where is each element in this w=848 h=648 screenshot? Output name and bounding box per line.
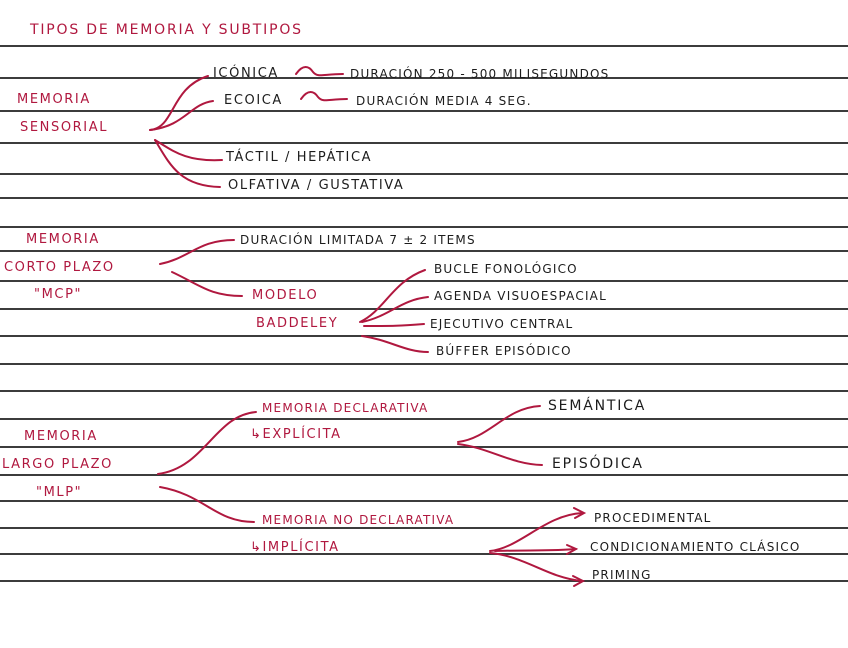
explicita-text: EXPLÍCITA xyxy=(262,427,342,442)
connector-mlp-no-declarativa xyxy=(160,487,254,522)
connector-explicita-episodica xyxy=(458,444,542,465)
connector-implicita-priming xyxy=(490,553,582,581)
procedimental-label: PROCEDIMENTAL xyxy=(594,511,712,525)
mcp-label-line1: MEMORIA xyxy=(26,232,100,247)
semantica-label: SEMÁNTICA xyxy=(548,398,647,414)
implicita-text: IMPLÍCITA xyxy=(262,540,340,555)
implicita-label xyxy=(250,540,340,556)
mcp-duration: DURACIÓN LIMITADA 7 ± 2 ITEMS xyxy=(240,233,476,247)
page-title: TIPOS DE MEMORIA Y SUBTIPOS xyxy=(30,22,303,38)
connector-baddeley-buffer xyxy=(362,336,428,352)
ejecutivo-central: EJECUTIVO CENTRAL xyxy=(430,317,574,331)
explicita-label xyxy=(250,427,342,443)
connector-mcp-modelo xyxy=(172,272,242,296)
mlp-label-line3: "MLP" xyxy=(36,485,83,500)
wavy-arrow-iconica xyxy=(296,67,343,75)
agenda-visuoespacial: AGENDA VISUOESPACIAL xyxy=(434,289,607,303)
connector-baddeley-bucle xyxy=(360,270,425,322)
ecoica-duration: DURACIÓN MEDIA 4 SEG. xyxy=(356,94,532,108)
mlp-label-line2: LARGO PLAZO xyxy=(2,457,113,472)
episodica-label: EPISÓDICA xyxy=(552,456,644,472)
iconica-duration: DURACIÓN 250 - 500 MILISEGUNDOS xyxy=(350,67,610,81)
no-declarativa-label: MEMORIA NO DECLARATIVA xyxy=(262,513,455,527)
baddeley-label: BADDELEY xyxy=(256,316,339,331)
connector-implicita-condicionamiento xyxy=(495,549,576,551)
sensorial-label-line2: SENSORIAL xyxy=(20,120,109,135)
connector-explicita-semantica xyxy=(458,406,540,442)
ecoica-label: ECOICA xyxy=(224,93,283,108)
hook-arrow-icon: ↳ xyxy=(250,540,263,555)
condicionamiento-label: CONDICIONAMIENTO CLÁSICO xyxy=(590,540,801,554)
olfativa-label: OLFATIVA / GUSTATIVA xyxy=(228,178,405,193)
mcp-label-line2: CORTO PLAZO xyxy=(4,260,115,275)
connector-mlp-declarativa xyxy=(158,412,256,474)
priming-label: PRIMING xyxy=(592,568,652,582)
mlp-label-line1: MEMORIA xyxy=(24,429,98,444)
modelo-label: MODELO xyxy=(252,288,319,303)
wavy-arrow-ecoica xyxy=(301,92,347,100)
tactil-label: TÁCTIL / HEPÁTICA xyxy=(226,150,373,165)
connector-baddeley-ejecutivo xyxy=(364,324,424,326)
buffer-episodico: BÚFFER EPISÓDICO xyxy=(436,344,572,358)
connector-mcp-duracion xyxy=(160,240,234,264)
bucle-fonologico: BUCLE FONOLÓGICO xyxy=(434,262,578,276)
connector-sensorial-iconica xyxy=(150,76,208,130)
iconica-label: ICÓNICA xyxy=(213,66,279,81)
sensorial-label-line1: MEMORIA xyxy=(17,92,91,107)
mcp-label-line3: "MCP" xyxy=(34,287,83,302)
connector-baddeley-agenda xyxy=(362,297,428,322)
declarativa-label: MEMORIA DECLARATIVA xyxy=(262,401,429,415)
hook-arrow-icon: ↳ xyxy=(250,427,263,442)
